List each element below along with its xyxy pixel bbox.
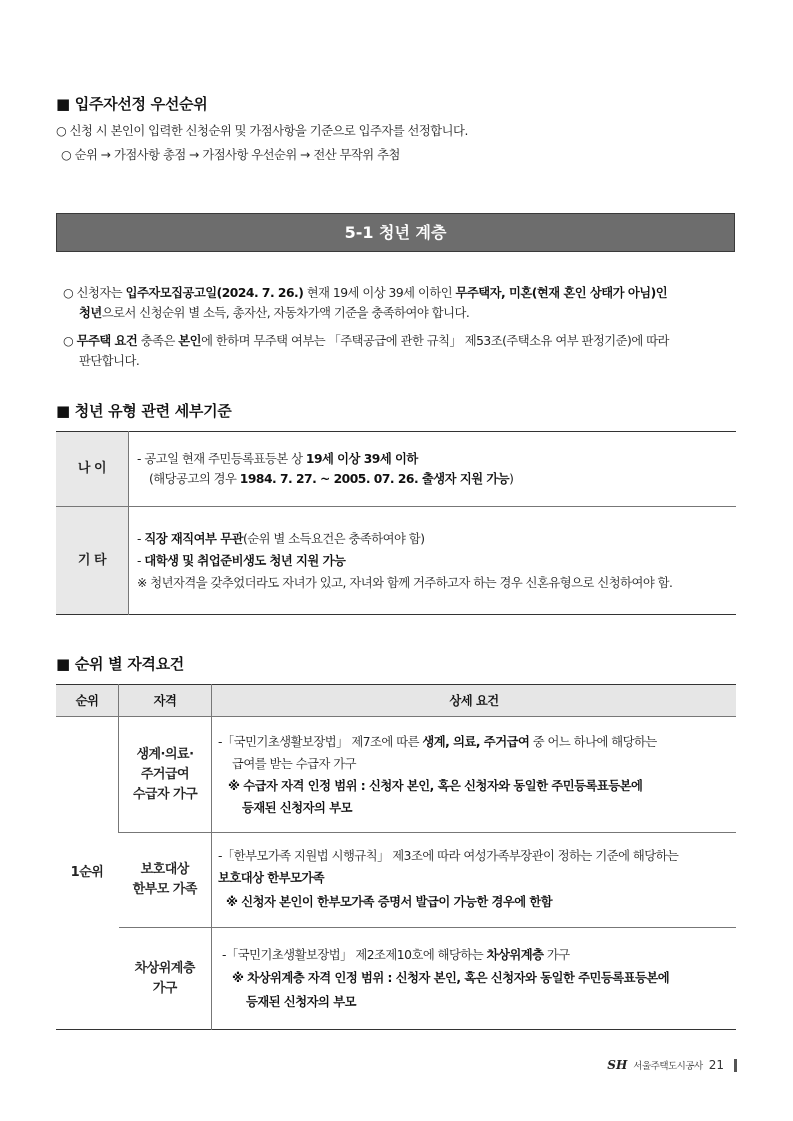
header-qual: 자격	[119, 685, 212, 717]
qual-heading: ■ 순위 별 자격요건	[56, 655, 184, 673]
criteria-table	[56, 431, 736, 615]
page-number: 21	[708, 1058, 724, 1072]
header-rank: 순위	[56, 685, 119, 717]
qual-detail-3: -「국민기초생활보장법」 제2조제10호에 해당하는 차상위계층 가구 ※ 차상위계층 자격 인정 범위 : 신청자 본인, 혹은 신청자와 동일한 주민등록표등본에 등재된 신청자의 부모	[212, 928, 737, 1030]
qual-detail-1: -「국민기초생활보장법」 제7조에 따른 생계, 의료, 주거급여 중 어느 하나에 해당하는 급여를 받는 수급자 가구 ※ 수급자 자격 인정 범위 : 신청자 본인, 혹은 신청자와 동일한 주민등록표등본에 등재된 신청자의 부모	[212, 717, 737, 833]
page-bar-decoration	[734, 1059, 737, 1072]
qual-name-2: 보호대상 한부모 가족	[119, 833, 212, 928]
priority-heading: ■ 입주자선정 우선순위	[56, 95, 208, 113]
sh-logo-icon: SH	[607, 1058, 628, 1072]
qual-row-2	[56, 833, 736, 928]
qual-row-1	[56, 717, 736, 833]
intro-bullet-1: ○ 신청자는 입주자모집공고일(2024. 7. 26.) 현재 19세 이상 39세 이하인 무주택자, 미혼(현재 혼인 상태가 아님)인 청년으로서 신청순위 별 소득, 총자산, 자동차가액 기준을 충족하여야 합니다.	[63, 286, 668, 320]
header-detail: 상세 요건	[212, 685, 737, 717]
criteria-heading: ■ 청년 유형 관련 세부기준	[56, 402, 232, 420]
priority-line-2: ○ 순위 → 가점사항 총점 → 가점사항 우선순위 → 전산 무작위 추첨	[61, 148, 400, 162]
page-footer	[607, 1058, 737, 1072]
etc-label: 기 타	[56, 507, 129, 615]
qual-detail-2: -「한부모가족 지원법 시행규칙」 제3조에 따라 여성가족부장관이 정하는 기준에 해당하는 보호대상 한부모가족 ※ 신청자 본인이 한부모가족 증명서 발급이 가능한 경우에 한함	[212, 833, 737, 928]
criteria-row-etc	[56, 507, 736, 615]
section-banner: 5-1 청년 계층	[56, 213, 735, 252]
org-name: 서울주택도시공사	[633, 1061, 703, 1072]
qual-row-3	[56, 928, 736, 1030]
rank-1: 1순위	[70, 865, 104, 880]
qual-table	[56, 684, 736, 1030]
qual-name-3: 차상위계층 가구	[119, 928, 212, 1030]
intro-bullet-2: ○ 무주택 요건 충족은 본인에 한하며 무주택 여부는 「주택공급에 관한 규칙」 제53조(주택소유 여부 판정기준)에 따라 판단합니다.	[63, 334, 669, 368]
age-label: 나 이	[56, 432, 129, 507]
priority-line-1: ○ 신청 시 본인이 입력한 신청순위 및 가점사항을 기준으로 입주자를 선정합니다.	[56, 124, 468, 138]
etc-value: - 직장 재직여부 무관(순위 별 소득요건은 충족하여야 함) - 대학생 및 취업준비생도 청년 지원 가능 ※ 청년자격을 갖추었더라도 자녀가 있고, 자녀와 함께 거주하고자 하는 경우 신혼유형으로 신청하여야 함.	[129, 507, 737, 615]
criteria-row-age	[56, 432, 736, 507]
age-value: - 공고일 현재 주민등록표등본 상 19세 이상 39세 이하 (해당공고의 경우 1984. 7. 27. ~ 2005. 07. 26. 출생자 지원 가능)	[137, 452, 514, 486]
qual-header-row	[56, 685, 736, 717]
qual-name-1: 생계·의료· 주거급여 수급자 가구	[119, 717, 212, 833]
